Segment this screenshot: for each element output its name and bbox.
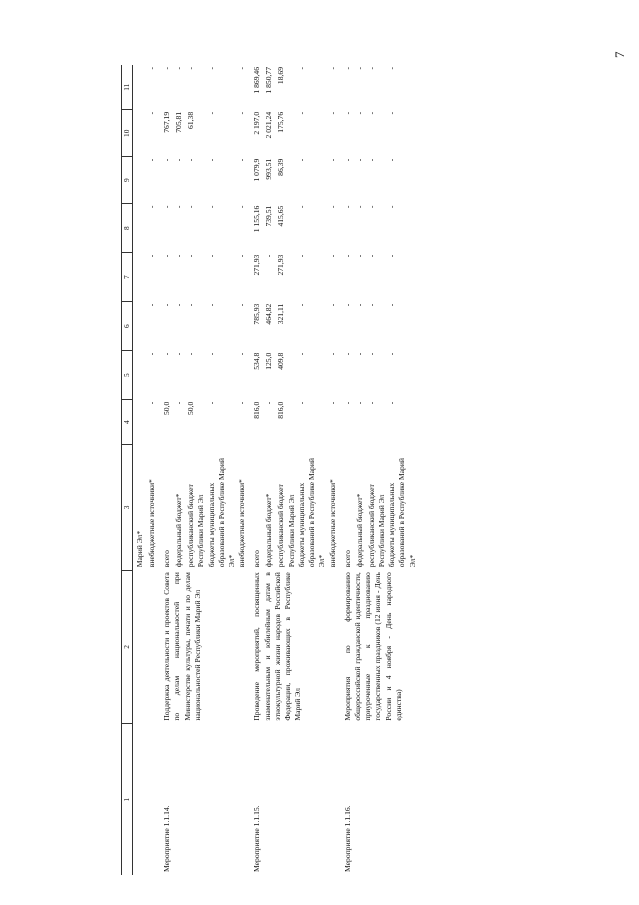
table-row (159, 65, 174, 875)
amount-cell: - (342, 401, 352, 405)
amount-cell: - (366, 111, 376, 115)
col-header-1: 1 (122, 724, 133, 875)
col-header-4: 4 (122, 400, 133, 445)
amount-cell: 816,0 (252, 401, 262, 419)
amount-cell: - (342, 111, 352, 115)
amount-cell: 61,38 (186, 111, 195, 129)
amount-cell: - (354, 352, 364, 356)
amount-cell: - (387, 352, 396, 356)
amount-cell: - (387, 111, 396, 115)
amount-cell: - (354, 67, 364, 70)
amount-cell: - (342, 67, 352, 70)
table-row (249, 65, 264, 875)
table-body (133, 65, 418, 875)
amount-cell (133, 157, 148, 204)
amount-cell: - (147, 158, 156, 162)
amount-cell: - (186, 254, 195, 258)
amount-cell: - (206, 352, 216, 356)
amount-cell: 86,39 (276, 158, 286, 176)
event-description: Проведение мероприятий, посвященных знаменательным и юбилейным датам в этнокультурной жизни народов Российской Федерации, проживающих в Республике Марий Эл (252, 572, 303, 721)
funding-source: федеральный бюджет* (174, 493, 183, 568)
event-code: Мероприятие 1.1.15. (252, 805, 262, 872)
amount-cell: - (342, 303, 352, 307)
funding-source: бюджеты муниципальных образований в Республике Марий Эл* (206, 458, 236, 568)
amount-cell: - (186, 352, 195, 356)
amount-cell: - (237, 67, 247, 70)
amount-cell: - (174, 158, 183, 162)
amount-cell: - (327, 303, 337, 307)
amount-cell: - (147, 67, 156, 70)
amount-cell: 1 850,77 (264, 67, 274, 94)
amount-cell: 409,8 (276, 352, 286, 370)
amount-cell (133, 204, 148, 253)
amount-cell: - (174, 352, 183, 356)
amount-cell: - (327, 401, 337, 405)
amount-cell: - (366, 67, 376, 70)
amount-cell: - (147, 401, 156, 405)
table-row (340, 65, 355, 875)
amount-cell: 1 869,46 (252, 67, 262, 94)
col-header-6: 6 (122, 302, 133, 351)
amount-cell: 705,81 (174, 111, 183, 133)
funding-source: республиканский бюджет Республики Марий Эл (186, 484, 206, 568)
amount-cell: 50,0 (186, 401, 195, 415)
amount-cell: 816,0 (276, 401, 286, 419)
amount-cell: - (387, 205, 396, 209)
event-description: Поддержка деятельности и проектов Совета по делам национальностей при Министерстве культуры, печати и по делам национальностей Республики Марий Эл (162, 572, 202, 721)
funding-source: внебюджетные источники* (147, 479, 156, 568)
amount-cell: - (342, 254, 352, 258)
amount-cell: - (354, 303, 364, 307)
table-row (133, 65, 148, 875)
amount-cell: - (162, 158, 171, 162)
amount-cell: - (366, 158, 376, 162)
amount-cell: - (366, 205, 376, 209)
amount-cell: - (206, 158, 216, 162)
amount-cell: - (296, 254, 306, 258)
amount-cell: - (354, 401, 364, 405)
amount-cell: - (327, 352, 337, 356)
amount-cell: - (174, 67, 183, 70)
event-code: Мероприятие 1.1.14. (162, 805, 171, 872)
amount-cell (133, 351, 148, 400)
amount-cell: - (147, 111, 156, 115)
amount-cell: - (366, 352, 376, 356)
page-number: 7 (612, 51, 627, 58)
col-header-2: 2 (122, 570, 133, 723)
amount-cell: 993,51 (264, 158, 274, 180)
amount-cell: - (206, 205, 216, 209)
event-description: Мероприятия по формированию общероссийской гражданской идентичности, приуроченные к празднованию государственных праздников (12 июня - День России и 4 ноября - День народного единства) (342, 572, 403, 721)
amount-cell: - (342, 205, 352, 209)
amount-cell: - (327, 158, 337, 162)
funding-source: всего (252, 550, 262, 568)
amount-cell: - (147, 205, 156, 209)
funding-source: республиканский бюджет Республики Марий Эл (366, 484, 386, 568)
amount-cell: 1 079,9 (252, 158, 262, 182)
funding-source: федеральный бюджет* (354, 493, 364, 568)
amount-cell: - (354, 158, 364, 162)
amount-cell: - (296, 303, 306, 307)
amount-cell (133, 110, 148, 157)
amount-cell: 785,93 (252, 303, 262, 325)
amount-cell: - (162, 205, 171, 209)
amount-cell: 1 155,16 (252, 205, 262, 233)
amount-cell: - (186, 303, 195, 307)
amount-cell: - (186, 158, 195, 162)
amount-cell: - (237, 401, 247, 405)
amount-cell: - (366, 303, 376, 307)
col-header-9: 9 (122, 157, 133, 204)
amount-cell: - (174, 401, 183, 405)
amount-cell: - (327, 205, 337, 209)
amount-cell: - (354, 111, 364, 115)
funding-source: внебюджетные источники* (237, 479, 247, 568)
amount-cell: - (296, 67, 306, 70)
amount-cell: - (237, 352, 247, 356)
amount-cell: 50,0 (162, 401, 171, 415)
amount-cell (133, 65, 148, 110)
amount-cell: - (327, 254, 337, 258)
funding-source: Марий Эл* (135, 530, 144, 568)
amount-cell: 415,65 (276, 205, 286, 227)
amount-cell: - (237, 205, 247, 209)
amount-cell: 18,69 (276, 67, 286, 85)
amount-cell: - (174, 205, 183, 209)
amount-cell: - (237, 303, 247, 307)
amount-cell: - (147, 303, 156, 307)
amount-cell: - (206, 401, 216, 405)
amount-cell: - (206, 254, 216, 258)
amount-cell: 321,11 (276, 303, 286, 325)
amount-cell: 271,93 (252, 254, 262, 276)
amount-cell: - (186, 205, 195, 209)
funding-source: республиканский бюджет Республики Марий Эл (276, 484, 296, 568)
amount-cell: - (147, 254, 156, 258)
amount-cell: - (387, 303, 396, 307)
amount-cell (133, 400, 148, 445)
amount-cell: - (147, 352, 156, 356)
column-number-header (122, 65, 133, 875)
amount-cell: 271,93 (276, 254, 286, 276)
funding-source: всего (342, 550, 352, 568)
amount-cell: - (296, 111, 306, 115)
col-header-7: 7 (122, 253, 133, 302)
amount-cell: - (387, 254, 396, 258)
amount-cell: 125,0 (264, 352, 274, 370)
amount-cell: 175,76 (276, 111, 286, 133)
amount-cell: - (206, 303, 216, 307)
funding-source: бюджеты муниципальных образований в Республике Марий Эл* (296, 458, 327, 568)
amount-cell: - (366, 401, 376, 405)
amount-cell: - (162, 352, 171, 356)
amount-cell: - (237, 254, 247, 258)
amount-cell: - (296, 158, 306, 162)
amount-cell: - (296, 352, 306, 356)
amount-cell: - (186, 67, 195, 70)
event-code (133, 724, 148, 875)
amount-cell: - (264, 254, 274, 258)
amount-cell: - (387, 158, 396, 162)
amount-cell: - (237, 158, 247, 162)
funding-source: федеральный бюджет* (264, 493, 274, 568)
amount-cell: - (327, 67, 337, 70)
amount-cell: - (237, 111, 247, 115)
amount-cell: - (296, 205, 306, 209)
amount-cell: - (174, 254, 183, 258)
amount-cell: 2 021,24 (264, 111, 274, 139)
amount-cell: - (354, 254, 364, 258)
amount-cell: - (206, 111, 216, 115)
amount-cell: - (366, 254, 376, 258)
amount-cell: - (387, 401, 396, 405)
funding-source: всего (162, 550, 171, 568)
event-code (147, 724, 159, 875)
amount-cell: - (174, 303, 183, 307)
amount-cell: - (354, 205, 364, 209)
amount-cell: - (162, 303, 171, 307)
amount-cell: 739,51 (264, 205, 274, 227)
amount-cell (133, 253, 148, 302)
amount-cell: - (264, 401, 274, 405)
amount-cell: - (162, 254, 171, 258)
event-description (133, 570, 148, 723)
event-code: Мероприятие 1.1.16. (342, 805, 352, 872)
amount-cell: 534,8 (252, 352, 262, 370)
col-header-11: 11 (122, 65, 133, 110)
amount-cell: 2 197,0 (252, 111, 262, 135)
amount-cell: - (327, 111, 337, 115)
table-row (147, 65, 159, 875)
col-header-5: 5 (122, 351, 133, 400)
amount-cell: - (342, 158, 352, 162)
rotated-landscape-sheet (121, 65, 499, 875)
event-description (147, 570, 159, 723)
amount-cell: - (162, 67, 171, 70)
funding-source: внебюджетные источники* (327, 479, 337, 568)
amount-cell: - (206, 67, 216, 70)
amount-cell: - (387, 67, 396, 70)
amount-cell: - (342, 352, 352, 356)
funding-source: бюджеты муниципальных образований в Республике Марий Эл* (387, 458, 417, 568)
col-header-8: 8 (122, 204, 133, 253)
amount-cell (133, 302, 148, 351)
funding-table (121, 65, 418, 875)
col-header-3: 3 (122, 444, 133, 570)
amount-cell: 767,19 (162, 111, 171, 133)
amount-cell: 464,82 (264, 303, 274, 325)
amount-cell: - (296, 401, 306, 405)
col-header-10: 10 (122, 110, 133, 157)
